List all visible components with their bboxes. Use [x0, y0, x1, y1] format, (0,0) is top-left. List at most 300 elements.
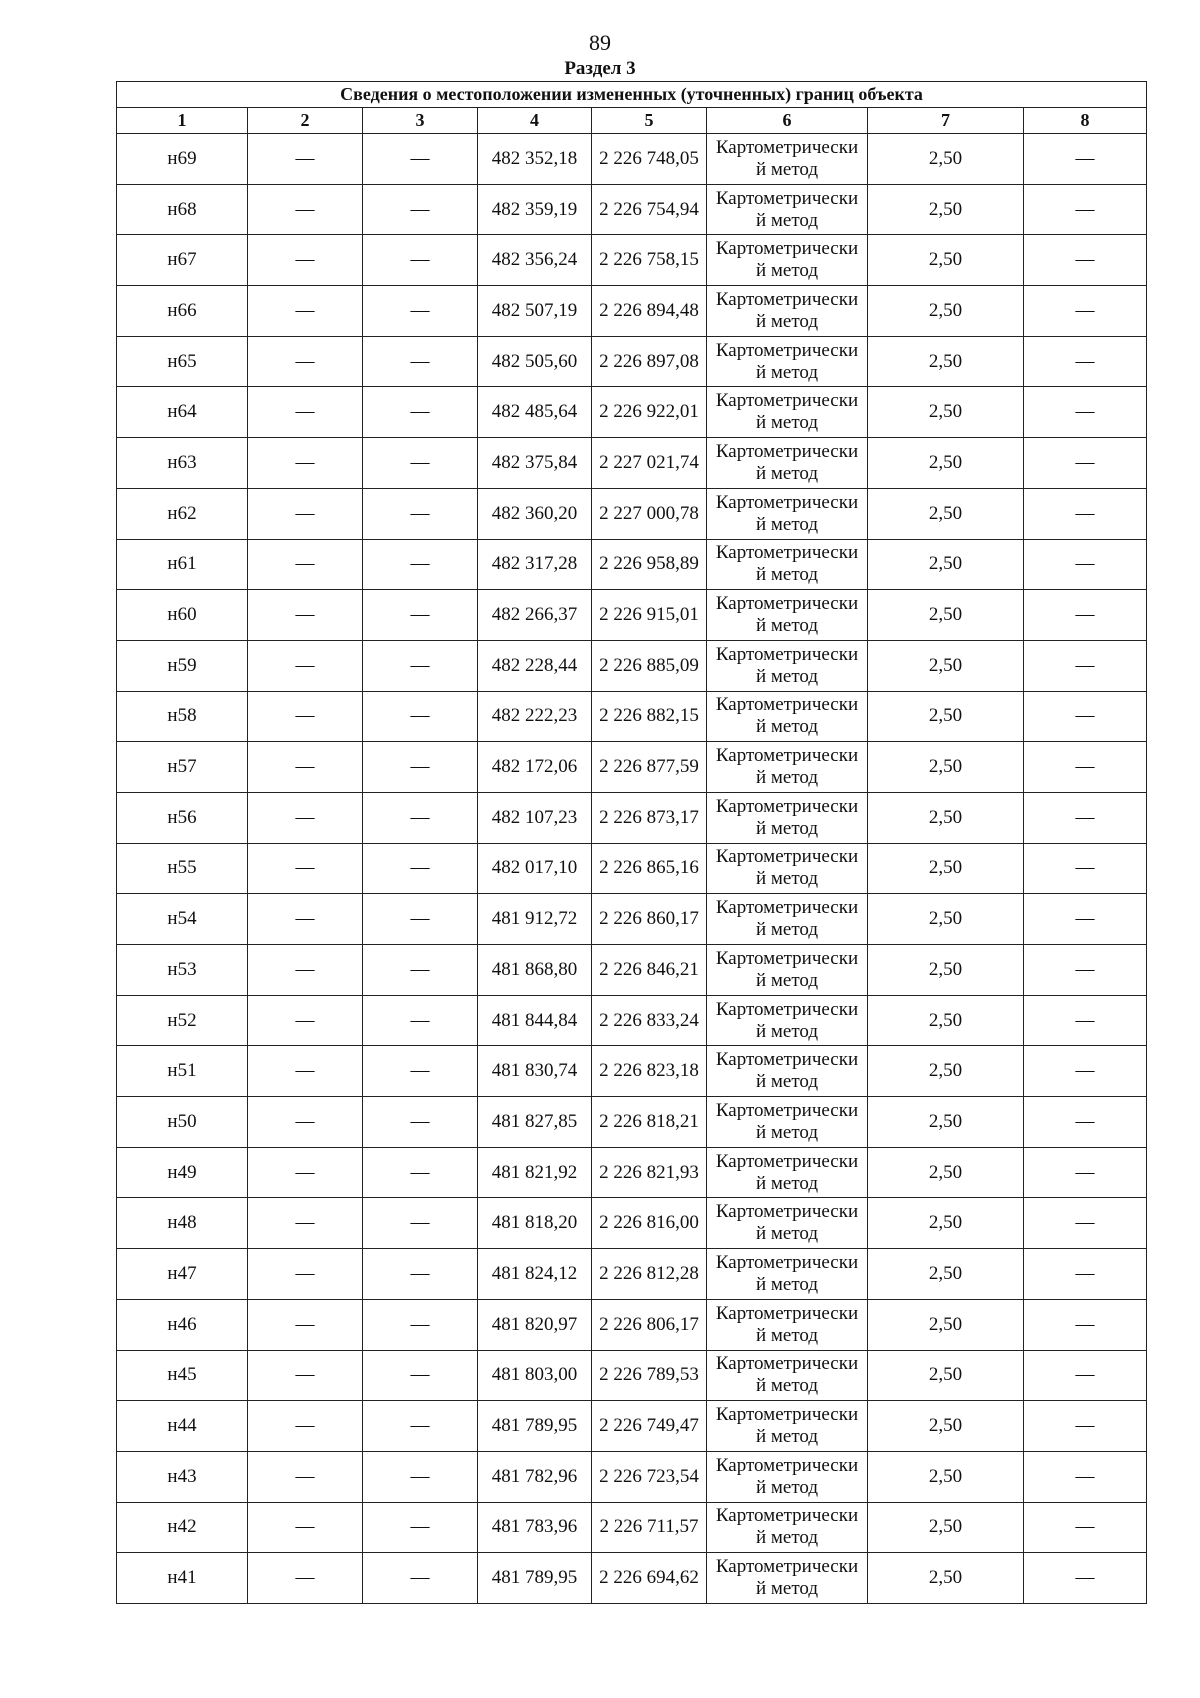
- precision-cell: 2,50: [868, 894, 1024, 945]
- col3-dash-cell: —: [363, 1046, 478, 1097]
- y-coordinate-cell: 2 226 749,47: [592, 1401, 707, 1452]
- col8-dash-cell: —: [1024, 1249, 1147, 1300]
- method-cell: [707, 945, 868, 996]
- y-coordinate-cell: 2 226 816,00: [592, 1198, 707, 1249]
- method-line-1: Картометрически: [715, 1251, 859, 1273]
- point-id-cell: н55: [117, 843, 248, 894]
- col2-dash-cell: —: [248, 590, 363, 641]
- col8-dash-cell: —: [1024, 640, 1147, 691]
- method-line-2: й метод: [755, 1172, 819, 1194]
- col8-dash-cell: —: [1024, 438, 1147, 489]
- x-coordinate-cell: 481 827,85: [478, 1097, 592, 1148]
- table-row: [117, 1198, 1147, 1249]
- col8-dash-cell: —: [1024, 1299, 1147, 1350]
- col8-dash-cell: —: [1024, 894, 1147, 945]
- y-coordinate-cell: 2 226 694,62: [592, 1553, 707, 1604]
- col8-dash-cell: —: [1024, 995, 1147, 1046]
- table-caption: Сведения о местоположении измененных (уточненных) границ объекта: [117, 82, 1147, 108]
- table-row: [117, 539, 1147, 590]
- method-cell: [707, 843, 868, 894]
- point-id-cell: н52: [117, 995, 248, 1046]
- col8-dash-cell: —: [1024, 134, 1147, 185]
- col2-dash-cell: —: [248, 691, 363, 742]
- point-id-cell: н63: [117, 438, 248, 489]
- col2-dash-cell: —: [248, 843, 363, 894]
- col3-dash-cell: —: [363, 640, 478, 691]
- col2-dash-cell: —: [248, 1147, 363, 1198]
- method-line-2: й метод: [755, 1020, 819, 1042]
- col3-dash-cell: —: [363, 742, 478, 793]
- y-coordinate-cell: 2 226 833,24: [592, 995, 707, 1046]
- table-row: [117, 792, 1147, 843]
- table-row: [117, 1553, 1147, 1604]
- method-cell: [707, 1401, 868, 1452]
- method-line-1: Картометрически: [715, 1505, 859, 1527]
- y-coordinate-cell: 2 226 894,48: [592, 286, 707, 337]
- table-row: [117, 1401, 1147, 1452]
- point-id-cell: н67: [117, 235, 248, 286]
- col3-dash-cell: —: [363, 691, 478, 742]
- table-row: [117, 1451, 1147, 1502]
- x-coordinate-cell: 481 783,96: [478, 1502, 592, 1553]
- col3-dash-cell: —: [363, 1502, 478, 1553]
- point-id-cell: н54: [117, 894, 248, 945]
- precision-cell: 2,50: [868, 1046, 1024, 1097]
- col8-dash-cell: —: [1024, 945, 1147, 996]
- y-coordinate-cell: 2 227 021,74: [592, 438, 707, 489]
- col3-dash-cell: —: [363, 235, 478, 286]
- col2-dash-cell: —: [248, 995, 363, 1046]
- precision-cell: 2,50: [868, 184, 1024, 235]
- precision-cell: 2,50: [868, 1097, 1024, 1148]
- point-id-cell: н45: [117, 1350, 248, 1401]
- y-coordinate-cell: 2 226 915,01: [592, 590, 707, 641]
- table-row: [117, 438, 1147, 489]
- col8-dash-cell: —: [1024, 387, 1147, 438]
- point-id-cell: н68: [117, 184, 248, 235]
- method-line-2: й метод: [755, 868, 819, 890]
- method-cell: [707, 1553, 868, 1604]
- y-coordinate-cell: 2 226 758,15: [592, 235, 707, 286]
- col3-dash-cell: —: [363, 843, 478, 894]
- method-cell: [707, 387, 868, 438]
- method-line-2: й метод: [755, 412, 819, 434]
- col2-dash-cell: —: [248, 1502, 363, 1553]
- method-line-2: й метод: [755, 1578, 819, 1600]
- table-row: [117, 894, 1147, 945]
- precision-cell: 2,50: [868, 336, 1024, 387]
- x-coordinate-cell: 482 360,20: [478, 488, 592, 539]
- col8-dash-cell: —: [1024, 235, 1147, 286]
- point-id-cell: н43: [117, 1451, 248, 1502]
- table-row: [117, 1350, 1147, 1401]
- y-coordinate-cell: 2 226 865,16: [592, 843, 707, 894]
- col3-dash-cell: —: [363, 894, 478, 945]
- method-line-1: Картометрически: [715, 795, 859, 817]
- column-number: 4: [478, 108, 592, 134]
- method-line-2: й метод: [755, 513, 819, 535]
- col8-dash-cell: —: [1024, 488, 1147, 539]
- x-coordinate-cell: 481 782,96: [478, 1451, 592, 1502]
- col3-dash-cell: —: [363, 286, 478, 337]
- method-cell: [707, 1198, 868, 1249]
- x-coordinate-cell: 481 868,80: [478, 945, 592, 996]
- method-line-2: й метод: [755, 767, 819, 789]
- method-line-1: Картометрически: [715, 846, 859, 868]
- method-line-2: й метод: [755, 1121, 819, 1143]
- method-line-1: Картометрически: [715, 998, 859, 1020]
- x-coordinate-cell: 481 820,97: [478, 1299, 592, 1350]
- method-cell: [707, 742, 868, 793]
- x-coordinate-cell: 482 172,06: [478, 742, 592, 793]
- col3-dash-cell: —: [363, 1553, 478, 1604]
- method-line-2: й метод: [755, 665, 819, 687]
- x-coordinate-cell: 482 359,19: [478, 184, 592, 235]
- method-line-1: Картометрически: [715, 238, 859, 260]
- table-row: [117, 590, 1147, 641]
- col3-dash-cell: —: [363, 1198, 478, 1249]
- precision-cell: 2,50: [868, 1299, 1024, 1350]
- method-cell: [707, 488, 868, 539]
- table-row: [117, 235, 1147, 286]
- point-id-cell: н53: [117, 945, 248, 996]
- col3-dash-cell: —: [363, 1401, 478, 1452]
- table-row: [117, 387, 1147, 438]
- col2-dash-cell: —: [248, 1401, 363, 1452]
- method-line-2: й метод: [755, 564, 819, 586]
- col2-dash-cell: —: [248, 488, 363, 539]
- x-coordinate-cell: 482 485,64: [478, 387, 592, 438]
- precision-cell: 2,50: [868, 742, 1024, 793]
- column-number-row: [117, 108, 1147, 134]
- page-number: 89: [589, 30, 611, 55]
- col2-dash-cell: —: [248, 134, 363, 185]
- col2-dash-cell: —: [248, 1097, 363, 1148]
- method-line-2: й метод: [755, 1273, 819, 1295]
- method-line-1: Картометрически: [715, 1404, 859, 1426]
- col2-dash-cell: —: [248, 184, 363, 235]
- precision-cell: 2,50: [868, 134, 1024, 185]
- method-line-2: й метод: [755, 1071, 819, 1093]
- precision-cell: 2,50: [868, 286, 1024, 337]
- precision-cell: 2,50: [868, 387, 1024, 438]
- col8-dash-cell: —: [1024, 1401, 1147, 1452]
- point-id-cell: н49: [117, 1147, 248, 1198]
- point-id-cell: н61: [117, 539, 248, 590]
- y-coordinate-cell: 2 226 748,05: [592, 134, 707, 185]
- precision-cell: 2,50: [868, 539, 1024, 590]
- method-line-2: й метод: [755, 1324, 819, 1346]
- method-cell: [707, 792, 868, 843]
- col8-dash-cell: —: [1024, 286, 1147, 337]
- x-coordinate-cell: 481 789,95: [478, 1553, 592, 1604]
- precision-cell: 2,50: [868, 488, 1024, 539]
- method-line-1: Картометрически: [715, 288, 859, 310]
- method-cell: [707, 438, 868, 489]
- y-coordinate-cell: 2 226 754,94: [592, 184, 707, 235]
- method-line-1: Картометрически: [715, 1150, 859, 1172]
- table-body: [117, 134, 1147, 1604]
- method-line-2: й метод: [755, 1223, 819, 1245]
- column-number: 2: [248, 108, 363, 134]
- method-line-1: Картометрически: [715, 136, 859, 158]
- y-coordinate-cell: 2 226 882,15: [592, 691, 707, 742]
- method-line-1: Картометрически: [715, 339, 859, 361]
- table-row: [117, 945, 1147, 996]
- table-row: [117, 1046, 1147, 1097]
- col2-dash-cell: —: [248, 1046, 363, 1097]
- x-coordinate-cell: 481 830,74: [478, 1046, 592, 1097]
- col8-dash-cell: —: [1024, 1046, 1147, 1097]
- x-coordinate-cell: 482 222,23: [478, 691, 592, 742]
- table-row: [117, 843, 1147, 894]
- method-cell: [707, 590, 868, 641]
- y-coordinate-cell: 2 227 000,78: [592, 488, 707, 539]
- point-id-cell: н69: [117, 134, 248, 185]
- method-cell: [707, 134, 868, 185]
- precision-cell: 2,50: [868, 438, 1024, 489]
- table-row: [117, 995, 1147, 1046]
- method-cell: [707, 235, 868, 286]
- col3-dash-cell: —: [363, 590, 478, 641]
- y-coordinate-cell: 2 226 711,57: [592, 1502, 707, 1553]
- table-row: [117, 1249, 1147, 1300]
- precision-cell: 2,50: [868, 235, 1024, 286]
- col2-dash-cell: —: [248, 1198, 363, 1249]
- col3-dash-cell: —: [363, 1299, 478, 1350]
- column-number: 3: [363, 108, 478, 134]
- method-line-2: й метод: [755, 462, 819, 484]
- y-coordinate-cell: 2 226 958,89: [592, 539, 707, 590]
- table-row: [117, 691, 1147, 742]
- method-cell: [707, 1046, 868, 1097]
- col2-dash-cell: —: [248, 1350, 363, 1401]
- col8-dash-cell: —: [1024, 1097, 1147, 1148]
- precision-cell: 2,50: [868, 1198, 1024, 1249]
- col3-dash-cell: —: [363, 1249, 478, 1300]
- y-coordinate-cell: 2 226 922,01: [592, 387, 707, 438]
- x-coordinate-cell: 482 317,28: [478, 539, 592, 590]
- y-coordinate-cell: 2 226 812,28: [592, 1249, 707, 1300]
- method-cell: [707, 640, 868, 691]
- column-number: 1: [117, 108, 248, 134]
- y-coordinate-cell: 2 226 818,21: [592, 1097, 707, 1148]
- col3-dash-cell: —: [363, 792, 478, 843]
- precision-cell: 2,50: [868, 995, 1024, 1046]
- col2-dash-cell: —: [248, 1451, 363, 1502]
- point-id-cell: н50: [117, 1097, 248, 1148]
- method-cell: [707, 894, 868, 945]
- method-cell: [707, 995, 868, 1046]
- precision-cell: 2,50: [868, 1451, 1024, 1502]
- col8-dash-cell: —: [1024, 1147, 1147, 1198]
- col2-dash-cell: —: [248, 945, 363, 996]
- method-line-2: й метод: [755, 158, 819, 180]
- col2-dash-cell: —: [248, 1249, 363, 1300]
- col8-dash-cell: —: [1024, 1502, 1147, 1553]
- precision-cell: 2,50: [868, 691, 1024, 742]
- x-coordinate-cell: 482 228,44: [478, 640, 592, 691]
- col8-dash-cell: —: [1024, 691, 1147, 742]
- table-row: [117, 286, 1147, 337]
- method-line-2: й метод: [755, 1527, 819, 1549]
- col2-dash-cell: —: [248, 1299, 363, 1350]
- y-coordinate-cell: 2 226 789,53: [592, 1350, 707, 1401]
- precision-cell: 2,50: [868, 1350, 1024, 1401]
- method-cell: [707, 1097, 868, 1148]
- x-coordinate-cell: 481 912,72: [478, 894, 592, 945]
- table-row: [117, 488, 1147, 539]
- method-cell: [707, 1350, 868, 1401]
- y-coordinate-cell: 2 226 821,93: [592, 1147, 707, 1198]
- point-id-cell: н66: [117, 286, 248, 337]
- boundary-coordinates-table: [116, 81, 1147, 1604]
- method-line-2: й метод: [755, 615, 819, 637]
- col3-dash-cell: —: [363, 488, 478, 539]
- precision-cell: 2,50: [868, 945, 1024, 996]
- point-id-cell: н59: [117, 640, 248, 691]
- col3-dash-cell: —: [363, 336, 478, 387]
- table-row: [117, 184, 1147, 235]
- method-cell: [707, 1451, 868, 1502]
- precision-cell: 2,50: [868, 792, 1024, 843]
- col3-dash-cell: —: [363, 438, 478, 489]
- y-coordinate-cell: 2 226 823,18: [592, 1046, 707, 1097]
- x-coordinate-cell: 481 824,12: [478, 1249, 592, 1300]
- col3-dash-cell: —: [363, 387, 478, 438]
- method-line-1: Картометрически: [715, 745, 859, 767]
- precision-cell: 2,50: [868, 590, 1024, 641]
- y-coordinate-cell: 2 226 885,09: [592, 640, 707, 691]
- point-id-cell: н65: [117, 336, 248, 387]
- col3-dash-cell: —: [363, 184, 478, 235]
- column-number: 8: [1024, 108, 1147, 134]
- method-line-2: й метод: [755, 310, 819, 332]
- col3-dash-cell: —: [363, 1350, 478, 1401]
- method-line-2: й метод: [755, 209, 819, 231]
- point-id-cell: н46: [117, 1299, 248, 1350]
- method-cell: [707, 286, 868, 337]
- table-row: [117, 134, 1147, 185]
- method-cell: [707, 1147, 868, 1198]
- point-id-cell: н64: [117, 387, 248, 438]
- table-row: [117, 336, 1147, 387]
- col8-dash-cell: —: [1024, 843, 1147, 894]
- x-coordinate-cell: 482 107,23: [478, 792, 592, 843]
- col8-dash-cell: —: [1024, 1198, 1147, 1249]
- method-line-1: Картометрически: [715, 1201, 859, 1223]
- method-line-1: Картометрически: [715, 390, 859, 412]
- section-title: Раздел 3: [564, 58, 636, 79]
- method-line-2: й метод: [755, 361, 819, 383]
- y-coordinate-cell: 2 226 897,08: [592, 336, 707, 387]
- precision-cell: 2,50: [868, 1401, 1024, 1452]
- method-line-1: Картометрически: [715, 694, 859, 716]
- col8-dash-cell: —: [1024, 590, 1147, 641]
- method-line-1: Картометрически: [715, 1049, 859, 1071]
- point-id-cell: н47: [117, 1249, 248, 1300]
- y-coordinate-cell: 2 226 860,17: [592, 894, 707, 945]
- y-coordinate-cell: 2 226 806,17: [592, 1299, 707, 1350]
- method-line-2: й метод: [755, 260, 819, 282]
- col2-dash-cell: —: [248, 336, 363, 387]
- point-id-cell: н44: [117, 1401, 248, 1452]
- x-coordinate-cell: 481 789,95: [478, 1401, 592, 1452]
- method-line-2: й метод: [755, 716, 819, 738]
- point-id-cell: н48: [117, 1198, 248, 1249]
- precision-cell: 2,50: [868, 843, 1024, 894]
- method-line-1: Картометрически: [715, 1353, 859, 1375]
- table-row: [117, 742, 1147, 793]
- table-row: [117, 1147, 1147, 1198]
- col2-dash-cell: —: [248, 539, 363, 590]
- column-number: 6: [707, 108, 868, 134]
- point-id-cell: н58: [117, 691, 248, 742]
- point-id-cell: н56: [117, 792, 248, 843]
- x-coordinate-cell: 482 375,84: [478, 438, 592, 489]
- point-id-cell: н51: [117, 1046, 248, 1097]
- method-line-1: Картометрически: [715, 947, 859, 969]
- point-id-cell: н41: [117, 1553, 248, 1604]
- table-row: [117, 1299, 1147, 1350]
- method-line-1: Картометрически: [715, 440, 859, 462]
- x-coordinate-cell: 482 352,18: [478, 134, 592, 185]
- precision-cell: 2,50: [868, 640, 1024, 691]
- column-number: 5: [592, 108, 707, 134]
- method-line-1: Картометрически: [715, 491, 859, 513]
- method-line-1: Картометрически: [715, 643, 859, 665]
- table-row: [117, 640, 1147, 691]
- col8-dash-cell: —: [1024, 1350, 1147, 1401]
- col2-dash-cell: —: [248, 640, 363, 691]
- method-cell: [707, 336, 868, 387]
- method-line-1: Картометрически: [715, 1454, 859, 1476]
- precision-cell: 2,50: [868, 1553, 1024, 1604]
- method-line-1: Картометрически: [715, 187, 859, 209]
- method-cell: [707, 184, 868, 235]
- method-line-1: Картометрически: [715, 1556, 859, 1578]
- col3-dash-cell: —: [363, 1097, 478, 1148]
- point-id-cell: н42: [117, 1502, 248, 1553]
- precision-cell: 2,50: [868, 1502, 1024, 1553]
- x-coordinate-cell: 481 844,84: [478, 995, 592, 1046]
- col8-dash-cell: —: [1024, 742, 1147, 793]
- method-line-1: Картометрически: [715, 897, 859, 919]
- x-coordinate-cell: 482 507,19: [478, 286, 592, 337]
- col2-dash-cell: —: [248, 742, 363, 793]
- col8-dash-cell: —: [1024, 1451, 1147, 1502]
- col2-dash-cell: —: [248, 438, 363, 489]
- precision-cell: 2,50: [868, 1249, 1024, 1300]
- point-id-cell: н60: [117, 590, 248, 641]
- col2-dash-cell: —: [248, 792, 363, 843]
- point-id-cell: н57: [117, 742, 248, 793]
- method-line-2: й метод: [755, 1426, 819, 1448]
- col2-dash-cell: —: [248, 894, 363, 945]
- column-number: 7: [868, 108, 1024, 134]
- col8-dash-cell: —: [1024, 539, 1147, 590]
- x-coordinate-cell: 482 266,37: [478, 590, 592, 641]
- point-id-cell: н62: [117, 488, 248, 539]
- col3-dash-cell: —: [363, 945, 478, 996]
- y-coordinate-cell: 2 226 877,59: [592, 742, 707, 793]
- x-coordinate-cell: 482 356,24: [478, 235, 592, 286]
- method-line-1: Картометрически: [715, 1302, 859, 1324]
- method-line-2: й метод: [755, 1375, 819, 1397]
- col8-dash-cell: —: [1024, 184, 1147, 235]
- precision-cell: 2,50: [868, 1147, 1024, 1198]
- method-cell: [707, 539, 868, 590]
